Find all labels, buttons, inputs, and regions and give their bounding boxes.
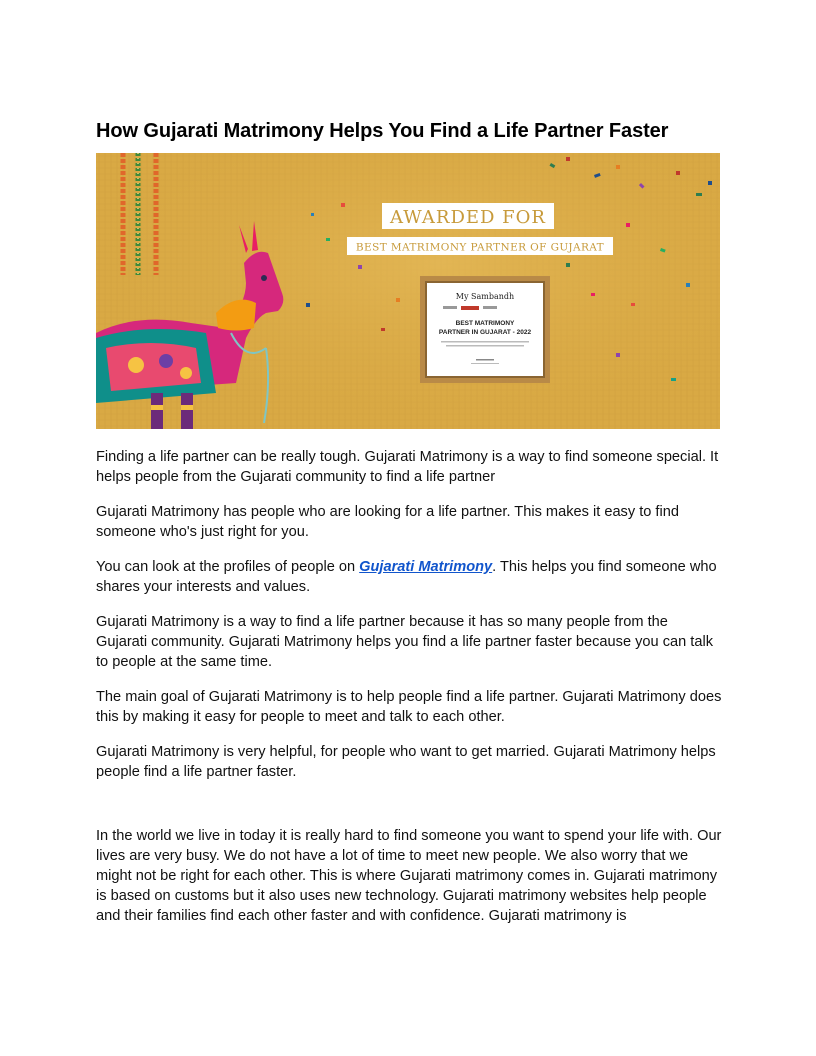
paragraph-4: Gujarati Matrimony is a way to find a life partner because it has so many people from the Gujarati community. Gujarati Matrimony helps you find a life partner faster because you can talk to people at the same time.	[96, 614, 714, 670]
paragraph-3-lead: You can look at the profiles of people on	[96, 559, 360, 575]
article-body	[96, 447, 722, 941]
award-banner-image	[96, 153, 720, 429]
paragraph-6: Gujarati Matrimony is very helpful, for people who want to get married. Gujarati Matrimony helps people find a life partner faster.	[96, 744, 716, 780]
paragraph-3	[96, 557, 722, 597]
gujarati-matrimony-link[interactable]: Gujarati Matrimony	[359, 559, 493, 575]
paragraph-5: The main goal of Gujarati Matrimony is to help people find a life partner. Gujarati Matrimony does this by making it easy for people to meet and talk to each other.	[96, 689, 722, 725]
certificate-title-line2: PARTNER IN GUJARAT - 2022	[438, 329, 532, 336]
paragraph-2: Gujarati Matrimony has people who are looking for a life partner. This makes it easy to find someone who's just right for you.	[96, 504, 679, 540]
certificate-title-line1: BEST MATRIMONY	[455, 320, 515, 327]
certificate-brand: My Sambandh	[455, 292, 515, 301]
award-subheading: BEST MATRIMONY PARTNER OF GUJARAT	[355, 241, 605, 254]
award-certificate	[420, 276, 550, 383]
paragraph-3-tail: . This helps you find someone who shares your interests and values.	[96, 559, 717, 595]
page-title: How Gujarati Matrimony Helps You Find a Life Partner Faster	[96, 120, 669, 142]
paragraph-7: In the world we live in today it is really hard to find someone you want to spend your life with. Our lives are very busy. We do not have a lot of time to meet new people. We also worry that we might not be right for each other. This is where Gujarati matrimony comes in. Gujarati matrimony is based on customs but it also uses new technology. Gujarati matrimony websites help people and their families find each other faster and with confidence. Gujarati matrimony is	[96, 828, 722, 924]
paragraph-1: Finding a life partner can be really tough. Gujarati Matrimony is a way to find someone special. It helps people from the Gujarati community to find a life partner	[96, 449, 719, 485]
award-heading: AWARDED FOR	[390, 207, 546, 228]
